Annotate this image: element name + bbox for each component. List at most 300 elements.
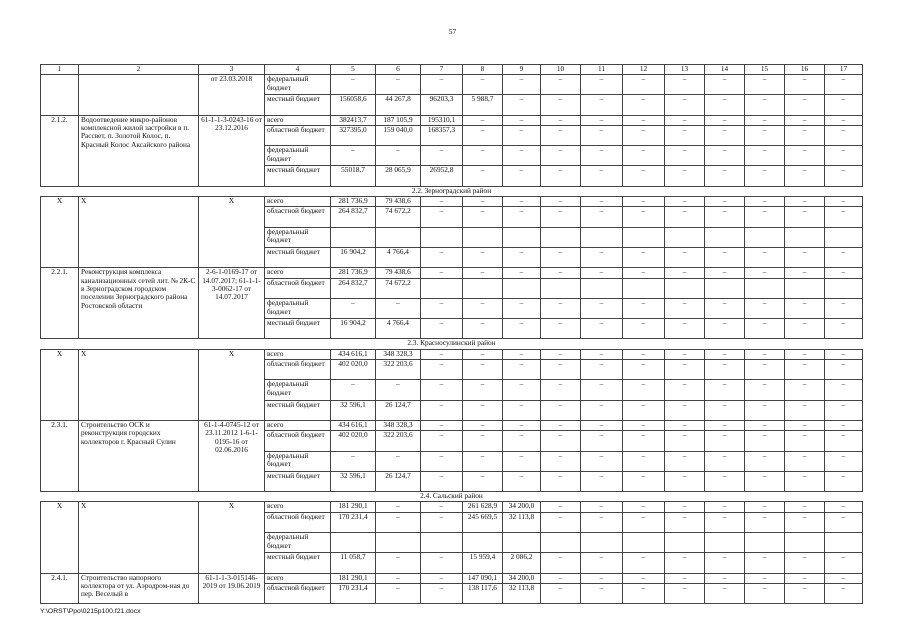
amount-cell <box>541 227 581 247</box>
amount-cell: – <box>623 360 665 380</box>
amount-cell: – <box>463 115 503 125</box>
column-number-cell: 17 <box>825 65 863 75</box>
amount-cell: – <box>421 573 463 583</box>
amount-cell: – <box>785 451 825 471</box>
amount-cell <box>623 278 665 298</box>
amount-cell: – <box>705 349 745 359</box>
amount-cell: – <box>503 431 541 451</box>
amount-cell: – <box>623 471 665 491</box>
amount-cell: – <box>665 360 705 380</box>
amount-cell: – <box>825 247 863 267</box>
amount-cell <box>503 227 541 247</box>
amount-cell: – <box>665 207 705 227</box>
amount-cell: – <box>705 431 745 451</box>
section-title: 2.2. Зерноградский район <box>41 186 863 196</box>
amount-cell: – <box>825 512 863 532</box>
amount-cell: – <box>825 380 863 400</box>
amount-cell: 74 672,2 <box>376 278 421 298</box>
amount-cell: – <box>705 268 745 278</box>
amount-cell: – <box>376 146 421 166</box>
amount-cell: 32 113,8 <box>503 583 541 603</box>
amount-cell: – <box>623 247 665 267</box>
amount-cell: – <box>623 125 665 145</box>
amount-cell: – <box>745 197 785 207</box>
amount-cell: 168357,3 <box>421 125 463 145</box>
amount-cell: – <box>581 400 623 420</box>
approval-document: 61-1-1-3-015146-2019 от 19.06.2019 <box>199 573 265 604</box>
amount-cell: – <box>463 420 503 430</box>
amount-cell: – <box>581 166 623 186</box>
amount-cell: – <box>541 166 581 186</box>
amount-cell: – <box>581 125 623 145</box>
amount-cell: – <box>623 502 665 512</box>
amount-cell: 74 672,2 <box>376 207 421 227</box>
amount-cell: – <box>463 298 503 318</box>
budget-table <box>40 64 863 604</box>
amount-cell: – <box>421 146 463 166</box>
amount-cell: – <box>503 166 541 186</box>
amount-cell: – <box>541 95 581 115</box>
budget-table-container <box>40 64 862 604</box>
item-description: Реконструкция комплекса канализационных сетей лит. № 2К-С в Зерноградском городском поселении Зерноградского района Ростовской области <box>79 268 199 339</box>
table-row <box>41 420 863 430</box>
funding-source: всего <box>265 502 331 512</box>
column-number-cell: 14 <box>705 65 745 75</box>
amount-cell: 181 290,1 <box>331 573 376 583</box>
amount-cell <box>785 533 825 553</box>
amount-cell: – <box>581 583 623 603</box>
item-number: Х <box>41 349 79 420</box>
amount-cell: – <box>825 400 863 420</box>
section-title: 2.3. Красносулинский район <box>41 339 863 349</box>
funding-source: федеральный бюджет <box>265 380 331 400</box>
funding-source: местный бюджет <box>265 95 331 115</box>
amount-cell: – <box>665 115 705 125</box>
amount-cell: – <box>785 553 825 573</box>
amount-cell: – <box>785 197 825 207</box>
amount-cell: – <box>581 502 623 512</box>
amount-cell: – <box>503 298 541 318</box>
amount-cell: – <box>745 431 785 451</box>
funding-source: всего <box>265 573 331 583</box>
amount-cell <box>785 278 825 298</box>
amount-cell: 147 090,1 <box>463 573 503 583</box>
amount-cell: – <box>745 573 785 583</box>
amount-cell: – <box>705 75 745 95</box>
amount-cell: – <box>785 512 825 532</box>
amount-cell: 26 124,7 <box>376 400 421 420</box>
amount-cell: – <box>785 207 825 227</box>
column-number-cell: 3 <box>199 65 265 75</box>
table-row <box>41 268 863 278</box>
amount-cell: – <box>421 380 463 400</box>
amount-cell: – <box>623 349 665 359</box>
amount-cell: – <box>463 471 503 491</box>
amount-cell: – <box>665 502 705 512</box>
amount-cell: – <box>705 207 745 227</box>
amount-cell: – <box>421 75 463 95</box>
amount-cell: – <box>745 451 785 471</box>
item-number: 2.2.1. <box>41 268 79 339</box>
amount-cell: 4 766,4 <box>376 247 421 267</box>
amount-cell: – <box>421 298 463 318</box>
amount-cell: 322 203,6 <box>376 360 421 380</box>
item-description: Водоотведение микро-районов комплексной жилой застройки в п. Рассвет, п. Золотой Колос, п. Красный Колос Аксайского района <box>79 115 199 186</box>
amount-cell: – <box>421 247 463 267</box>
amount-cell: – <box>825 420 863 430</box>
amount-cell: – <box>503 471 541 491</box>
amount-cell: – <box>665 512 705 532</box>
amount-cell <box>705 227 745 247</box>
amount-cell: – <box>825 349 863 359</box>
amount-cell: – <box>785 115 825 125</box>
amount-cell <box>463 227 503 247</box>
amount-cell: 402 020,0 <box>331 360 376 380</box>
funding-source: всего <box>265 268 331 278</box>
amount-cell <box>376 533 421 553</box>
amount-cell: – <box>785 573 825 583</box>
amount-cell: – <box>541 420 581 430</box>
amount-cell: – <box>376 512 421 532</box>
amount-cell <box>581 278 623 298</box>
amount-cell: – <box>825 75 863 95</box>
amount-cell: – <box>825 451 863 471</box>
amount-cell: – <box>745 207 785 227</box>
amount-cell: – <box>463 451 503 471</box>
item-number: Х <box>41 197 79 268</box>
amount-cell: – <box>503 197 541 207</box>
amount-cell: 79 438,6 <box>376 268 421 278</box>
amount-cell <box>705 278 745 298</box>
column-number-cell: 10 <box>541 65 581 75</box>
amount-cell: – <box>705 502 745 512</box>
amount-cell: – <box>503 400 541 420</box>
amount-cell: – <box>745 380 785 400</box>
funding-source: всего <box>265 420 331 430</box>
amount-cell: – <box>463 349 503 359</box>
amount-cell: 187 105,9 <box>376 115 421 125</box>
amount-cell: – <box>623 573 665 583</box>
amount-cell: – <box>623 583 665 603</box>
amount-cell: – <box>541 247 581 267</box>
amount-cell: – <box>705 583 745 603</box>
amount-cell: – <box>665 553 705 573</box>
amount-cell: 156058,6 <box>331 95 376 115</box>
amount-cell: – <box>331 298 376 318</box>
amount-cell: – <box>665 298 705 318</box>
amount-cell: – <box>623 207 665 227</box>
amount-cell: – <box>503 95 541 115</box>
amount-cell: – <box>665 380 705 400</box>
approval-document: 61-1-4-0745-12 от 23.11.2012 1-6-1-0195-16 от 02.06.2016 <box>199 420 265 491</box>
amount-cell: – <box>623 166 665 186</box>
amount-cell: – <box>705 420 745 430</box>
amount-cell: 32 113,8 <box>503 512 541 532</box>
amount-cell: 170 231,4 <box>331 583 376 603</box>
amount-cell: 382413,7 <box>331 115 376 125</box>
amount-cell: – <box>421 349 463 359</box>
table-row <box>41 75 863 95</box>
amount-cell: – <box>785 400 825 420</box>
amount-cell: – <box>665 146 705 166</box>
amount-cell: – <box>331 146 376 166</box>
amount-cell: – <box>463 166 503 186</box>
amount-cell: – <box>705 573 745 583</box>
amount-cell: – <box>745 247 785 267</box>
amount-cell: 34 200,0 <box>503 573 541 583</box>
amount-cell <box>745 278 785 298</box>
amount-cell: – <box>541 512 581 532</box>
amount-cell: 261 628,9 <box>463 502 503 512</box>
amount-cell: – <box>745 115 785 125</box>
amount-cell: – <box>541 197 581 207</box>
amount-cell: – <box>541 115 581 125</box>
item-description: Х <box>79 349 199 420</box>
amount-cell: – <box>785 380 825 400</box>
amount-cell: 32 596,1 <box>331 400 376 420</box>
amount-cell: – <box>421 451 463 471</box>
amount-cell: – <box>825 553 863 573</box>
funding-source: федеральный бюджет <box>265 227 331 247</box>
amount-cell: 26 124,7 <box>376 471 421 491</box>
amount-cell: – <box>785 75 825 95</box>
amount-cell: – <box>541 451 581 471</box>
amount-cell: – <box>665 431 705 451</box>
amount-cell: – <box>825 146 863 166</box>
amount-cell: – <box>705 512 745 532</box>
amount-cell <box>503 278 541 298</box>
amount-cell: – <box>421 207 463 227</box>
amount-cell: 55018,7 <box>331 166 376 186</box>
amount-cell: – <box>705 553 745 573</box>
approval-document: Х <box>199 502 265 573</box>
amount-cell: – <box>623 95 665 115</box>
amount-cell: – <box>825 125 863 145</box>
amount-cell: – <box>623 115 665 125</box>
amount-cell: – <box>421 553 463 573</box>
amount-cell: – <box>503 75 541 95</box>
amount-cell: 181 290,1 <box>331 502 376 512</box>
amount-cell: – <box>705 95 745 115</box>
amount-cell: – <box>623 319 665 339</box>
amount-cell: – <box>421 268 463 278</box>
funding-source: всего <box>265 349 331 359</box>
funding-source: областной бюджет <box>265 512 331 532</box>
amount-cell: – <box>665 583 705 603</box>
amount-cell: – <box>541 75 581 95</box>
amount-cell <box>623 227 665 247</box>
amount-cell: – <box>785 166 825 186</box>
amount-cell <box>581 533 623 553</box>
amount-cell: – <box>665 197 705 207</box>
amount-cell: – <box>825 319 863 339</box>
amount-cell: – <box>331 451 376 471</box>
amount-cell: – <box>541 360 581 380</box>
item-description: Строительство напорного коллектора от ул. Аэродром-ная до пер. Веселый в <box>79 573 199 604</box>
amount-cell: 28 065,9 <box>376 166 421 186</box>
amount-cell: – <box>745 166 785 186</box>
amount-cell <box>785 227 825 247</box>
amount-cell: – <box>581 146 623 166</box>
amount-cell <box>421 278 463 298</box>
amount-cell: – <box>745 298 785 318</box>
table-row <box>41 573 863 583</box>
amount-cell: – <box>463 146 503 166</box>
funding-source: всего <box>265 115 331 125</box>
funding-source: федеральный бюджет <box>265 298 331 318</box>
amount-cell: 195310,1 <box>421 115 463 125</box>
amount-cell: 11 058,7 <box>331 553 376 573</box>
amount-cell: – <box>421 502 463 512</box>
amount-cell: – <box>376 502 421 512</box>
amount-cell: – <box>581 247 623 267</box>
amount-cell <box>463 278 503 298</box>
funding-source: местный бюджет <box>265 471 331 491</box>
funding-source: всего <box>265 197 331 207</box>
amount-cell <box>421 533 463 553</box>
amount-cell: – <box>503 268 541 278</box>
amount-cell: – <box>785 95 825 115</box>
amount-cell: – <box>421 420 463 430</box>
amount-cell: – <box>463 431 503 451</box>
amount-cell <box>665 278 705 298</box>
amount-cell: – <box>825 431 863 451</box>
amount-cell: – <box>825 502 863 512</box>
amount-cell: – <box>665 451 705 471</box>
amount-cell: – <box>503 247 541 267</box>
funding-source: местный бюджет <box>265 166 331 186</box>
funding-source: местный бюджет <box>265 247 331 267</box>
amount-cell <box>665 227 705 247</box>
amount-cell: – <box>745 95 785 115</box>
amount-cell: 16 904,2 <box>331 319 376 339</box>
amount-cell: – <box>541 431 581 451</box>
amount-cell: 32 596,1 <box>331 471 376 491</box>
item-number <box>41 75 79 116</box>
amount-cell: – <box>745 75 785 95</box>
amount-cell: – <box>705 247 745 267</box>
amount-cell: – <box>541 380 581 400</box>
amount-cell: – <box>665 573 705 583</box>
amount-cell: 281 736,9 <box>331 197 376 207</box>
amount-cell: – <box>421 197 463 207</box>
amount-cell: – <box>421 512 463 532</box>
amount-cell <box>463 533 503 553</box>
funding-source: федеральный бюджет <box>265 451 331 471</box>
amount-cell: – <box>665 75 705 95</box>
amount-cell: – <box>623 553 665 573</box>
amount-cell: 4 766,4 <box>376 319 421 339</box>
amount-cell <box>745 227 785 247</box>
amount-cell: – <box>581 431 623 451</box>
amount-cell: – <box>581 349 623 359</box>
amount-cell: – <box>503 146 541 166</box>
amount-cell: 16 904,2 <box>331 247 376 267</box>
amount-cell: – <box>705 125 745 145</box>
amount-cell: – <box>785 349 825 359</box>
amount-cell: – <box>376 553 421 573</box>
amount-cell: – <box>623 146 665 166</box>
table-row <box>41 115 863 125</box>
amount-cell: – <box>376 583 421 603</box>
amount-cell: 322 203,6 <box>376 431 421 451</box>
amount-cell: – <box>623 400 665 420</box>
amount-cell: – <box>421 583 463 603</box>
amount-cell: – <box>463 380 503 400</box>
item-description: Х <box>79 502 199 573</box>
amount-cell: – <box>705 115 745 125</box>
amount-cell: – <box>665 349 705 359</box>
funding-source: местный бюджет <box>265 553 331 573</box>
amount-cell: – <box>825 115 863 125</box>
amount-cell: – <box>785 431 825 451</box>
item-description <box>79 75 199 116</box>
amount-cell: – <box>581 197 623 207</box>
amount-cell: 96203,3 <box>421 95 463 115</box>
amount-cell: – <box>705 360 745 380</box>
amount-cell: – <box>541 268 581 278</box>
approval-document: от 23.03.2018 <box>199 75 265 116</box>
amount-cell: – <box>825 207 863 227</box>
page-number: 57 <box>448 27 457 36</box>
amount-cell <box>503 533 541 553</box>
amount-cell: – <box>503 360 541 380</box>
amount-cell: – <box>665 268 705 278</box>
amount-cell: 15 959,4 <box>463 553 503 573</box>
item-number: 2.4.1. <box>41 573 79 604</box>
amount-cell: – <box>623 75 665 95</box>
amount-cell: – <box>705 400 745 420</box>
amount-cell: – <box>463 319 503 339</box>
amount-cell: 170 231,4 <box>331 512 376 532</box>
approval-document: Х <box>199 349 265 420</box>
approval-document: Х <box>199 197 265 268</box>
amount-cell: – <box>463 75 503 95</box>
table-row <box>41 349 863 359</box>
amount-cell: – <box>745 125 785 145</box>
amount-cell <box>331 227 376 247</box>
amount-cell: – <box>745 349 785 359</box>
amount-cell: – <box>745 400 785 420</box>
item-description: Строительство ОСК и реконструкция городских коллекторов г. Красный Сулин <box>79 420 199 491</box>
amount-cell: – <box>785 502 825 512</box>
amount-cell: – <box>581 319 623 339</box>
amount-cell: – <box>665 95 705 115</box>
amount-cell: – <box>541 553 581 573</box>
amount-cell: – <box>665 420 705 430</box>
funding-source: областной бюджет <box>265 207 331 227</box>
amount-cell: – <box>331 380 376 400</box>
amount-cell: – <box>825 95 863 115</box>
table-row <box>41 197 863 207</box>
amount-cell: – <box>705 166 745 186</box>
funding-source: областной бюджет <box>265 360 331 380</box>
amount-cell: – <box>825 298 863 318</box>
amount-cell: – <box>825 197 863 207</box>
amount-cell: – <box>581 512 623 532</box>
amount-cell: 281 736,9 <box>331 268 376 278</box>
amount-cell <box>745 533 785 553</box>
amount-cell: – <box>825 471 863 491</box>
amount-cell: – <box>376 75 421 95</box>
item-description: Х <box>79 197 199 268</box>
amount-cell: 2 086,2 <box>503 553 541 573</box>
column-number-cell: 8 <box>463 65 503 75</box>
amount-cell: – <box>623 298 665 318</box>
amount-cell: – <box>541 146 581 166</box>
amount-cell: – <box>785 471 825 491</box>
section-row <box>41 339 863 349</box>
